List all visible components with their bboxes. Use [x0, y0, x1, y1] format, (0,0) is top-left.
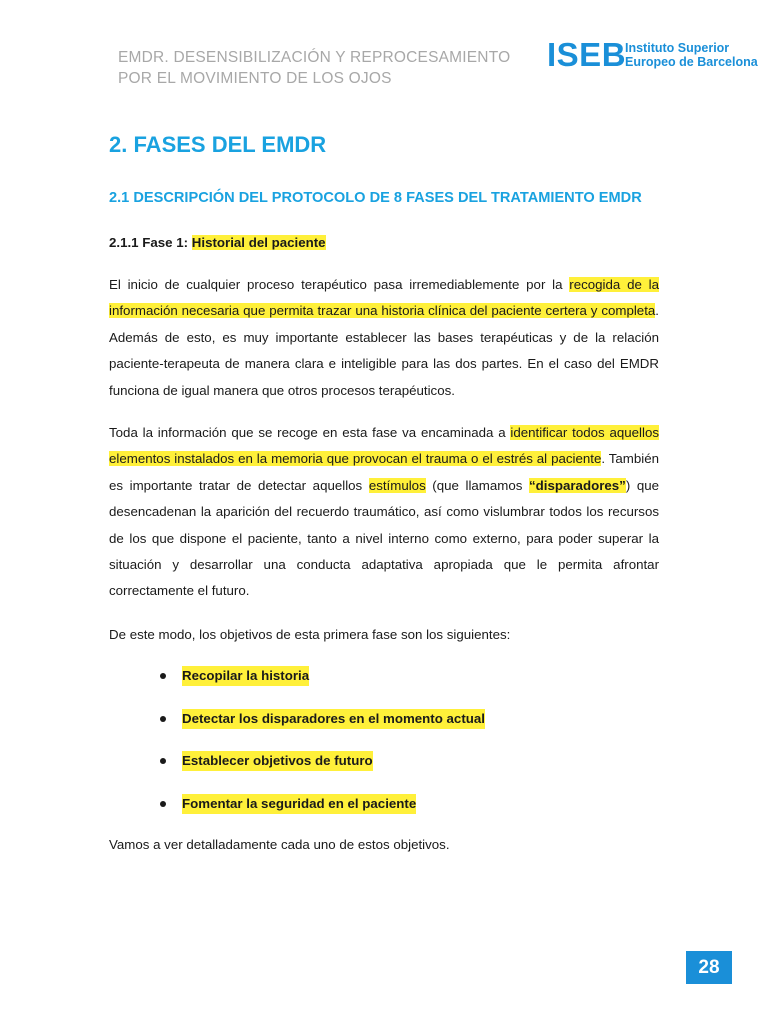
objective-text: Establecer objetivos de futuro: [182, 751, 373, 771]
p2-text-e: (que llamamos: [425, 477, 529, 493]
header-title-line1: EMDR. DESENSIBILIZACIÓN Y REPROCESAMIENTO: [118, 49, 511, 66]
document-header-title: [118, 47, 518, 89]
bullet-icon: [160, 801, 166, 807]
bullet-icon: [160, 673, 166, 679]
bullet-icon: [160, 758, 166, 764]
section-title: 2. FASES DEL EMDR: [109, 132, 327, 157]
objective-text: Fomentar la seguridad en el paciente: [182, 794, 416, 814]
p2-highlight-1: identificar todos aquellos elementos instalados en la memoria que provocan el trauma o el estrés al paciente: [109, 425, 660, 467]
logo-mark: ISEB: [547, 36, 627, 73]
logo-line1: Instituto Superior: [625, 41, 730, 55]
p2-text-g: ) que desencadenan la aparición del recuerdo traumático, así como vislumbrar todos los recursos de los que dispone el paciente, tanto a nivel interno como externo, para poder superar la situación y desarrollar una conducta adaptativa apropiada que le permita afrontar correctamente el futuro.: [109, 477, 660, 599]
page-number-badge: 28: [686, 951, 732, 984]
phase-name: Historial del paciente: [191, 235, 326, 250]
p2-highlight-2: estímulos: [368, 477, 426, 493]
phase-prefix: 2.1.1 Fase 1:: [109, 235, 192, 250]
p1-text-c: . Además de esto, es muy importante establecer las bases terapéuticas y de la relación paciente-terapeuta de manera clara e inteligible para las dos partes. En el caso del EMDR funciona de igual manera que otros procesos terapéuticos.: [109, 303, 659, 398]
bullet-icon: [160, 716, 166, 722]
phase-heading: [109, 234, 326, 252]
p2-text-a: Toda la información que se recoge en esta fase va encaminada a: [109, 425, 511, 440]
logo-line2: Europeo de Barcelona: [625, 55, 758, 69]
paragraph-closing: Vamos a ver detalladamente cada uno de estos objetivos.: [109, 837, 450, 852]
p1-text-a: El inicio de cualquier proceso terapéutico pasa irremediablemente por la: [109, 277, 570, 292]
paragraph-intro: [109, 272, 659, 404]
header-title-line2: POR EL MOVIMIENTO DE LOS OJOS: [118, 70, 392, 87]
p2-text-c: . También es importante tratar de detectar aquellos: [109, 451, 659, 493]
paragraph-information: [109, 420, 659, 605]
objective-text: Detectar los disparadores en el momento actual: [182, 709, 485, 729]
section-subtitle: 2.1 DESCRIPCIÓN DEL PROTOCOLO DE 8 FASES DEL TRATAMIENTO EMDR: [109, 190, 642, 206]
objective-text: Recopilar la historia: [182, 666, 309, 686]
p2-highlight-3: “disparadores”: [529, 477, 626, 493]
p1-highlight: recogida de la información necesaria que permita trazar una historia clínica del paciente certera y completa: [109, 277, 659, 319]
paragraph-objectives-intro: De este modo, los objetivos de esta primera fase son los siguientes:: [109, 627, 511, 642]
logo-subtitle: [625, 41, 758, 69]
iseb-logo: [547, 36, 758, 74]
